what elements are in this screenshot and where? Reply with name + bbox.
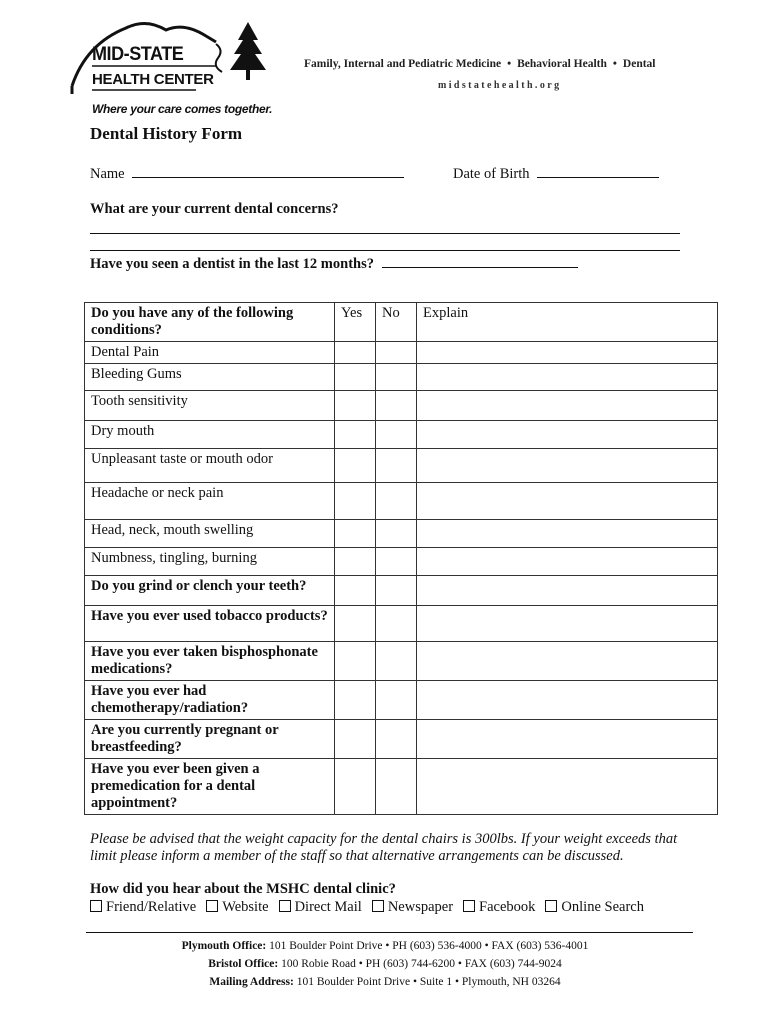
explain-cell[interactable]	[417, 720, 718, 759]
no-cell[interactable]	[376, 720, 417, 759]
referral-option-label: Newspaper	[387, 899, 454, 915]
tagline: Where your care comes together.	[92, 102, 273, 116]
condition-label: Have you ever used tobacco products?	[85, 606, 335, 642]
referral-option-label: Online Search	[561, 899, 644, 915]
bristol-text: 100 Robie Road • PH (603) 744-6200 • FAX (603) 744-9024	[281, 958, 562, 970]
no-cell[interactable]	[376, 759, 417, 815]
yes-cell[interactable]	[335, 449, 376, 483]
condition-label: Bleeding Gums	[85, 364, 335, 391]
explain-cell[interactable]	[417, 449, 718, 483]
explain-cell[interactable]	[417, 606, 718, 642]
condition-label: Dental Pain	[85, 342, 335, 364]
table-header-row	[85, 303, 718, 342]
condition-label: Dry mouth	[85, 421, 335, 449]
no-cell[interactable]	[376, 449, 417, 483]
yes-cell[interactable]	[335, 720, 376, 759]
table-row	[85, 421, 718, 449]
condition-label: Have you ever been given a premedication for a dental appointment?	[85, 759, 335, 815]
condition-label: Tooth sensitivity	[85, 391, 335, 421]
condition-label: Headache or neck pain	[85, 483, 335, 520]
no-cell[interactable]	[376, 576, 417, 606]
bristol-label: Bristol Office:	[208, 958, 279, 970]
service-behavioral-health: Behavioral Health	[517, 58, 607, 70]
dentist-answer-line[interactable]	[382, 255, 578, 268]
condition-label: Have you ever taken bisphosphonate medications?	[85, 642, 335, 681]
explain-cell[interactable]	[417, 391, 718, 421]
checkbox-icon[interactable]	[372, 900, 384, 912]
footer-mailing	[0, 976, 770, 988]
bullet-icon: •	[507, 58, 512, 70]
yes-cell[interactable]	[335, 483, 376, 520]
concerns-answer-line-2[interactable]	[90, 250, 680, 251]
checkbox-icon[interactable]	[90, 900, 102, 912]
mailing-label: Mailing Address:	[209, 976, 294, 988]
name-input-line[interactable]	[132, 165, 404, 178]
explain-cell[interactable]	[417, 759, 718, 815]
checkbox-icon[interactable]	[545, 900, 557, 912]
plymouth-label: Plymouth Office:	[181, 940, 267, 952]
yes-cell[interactable]	[335, 606, 376, 642]
yes-cell[interactable]	[335, 548, 376, 576]
condition-label: Unpleasant taste or mouth odor	[85, 449, 335, 483]
yes-cell[interactable]	[335, 681, 376, 720]
website: midstatehealth.org	[438, 80, 562, 91]
weight-notice: Please be advised that the weight capacity for the dental chairs is 300lbs. If your weight exceeds that limit please inform a member of the staff so that alternative arrangements can be discussed.	[90, 831, 678, 864]
yes-cell[interactable]	[335, 520, 376, 548]
plymouth-text: 101 Boulder Point Drive • PH (603) 536-4000 • FAX (603) 536-4001	[269, 940, 589, 952]
explain-cell[interactable]	[417, 642, 718, 681]
no-cell[interactable]	[376, 606, 417, 642]
dentist-question	[90, 255, 578, 273]
yes-cell[interactable]	[335, 342, 376, 364]
no-cell[interactable]	[376, 548, 417, 576]
referral-option-label: Direct Mail	[294, 899, 362, 915]
checkbox-icon[interactable]	[463, 900, 475, 912]
explain-cell[interactable]	[417, 483, 718, 520]
table-row	[85, 391, 718, 421]
name-field[interactable]	[90, 165, 404, 183]
referral-option[interactable]	[279, 899, 362, 915]
no-cell[interactable]	[376, 642, 417, 681]
table-row	[85, 342, 718, 364]
table-row	[85, 576, 718, 606]
table-row	[85, 548, 718, 576]
footer-plymouth	[0, 940, 770, 952]
dob-field[interactable]	[453, 165, 659, 183]
table-row	[85, 720, 718, 759]
condition-label: Numbness, tingling, burning	[85, 548, 335, 576]
conditions-header: Do you have any of the following conditions?	[85, 303, 335, 342]
conditions-table	[84, 302, 718, 815]
table-row	[85, 606, 718, 642]
referral-question: How did you hear about the MSHC dental clinic?	[90, 881, 396, 897]
table-row	[85, 520, 718, 548]
no-cell[interactable]	[376, 391, 417, 421]
checkbox-icon[interactable]	[279, 900, 291, 912]
no-cell[interactable]	[376, 421, 417, 449]
checkbox-icon[interactable]	[206, 900, 218, 912]
explain-cell[interactable]	[417, 520, 718, 548]
yes-cell[interactable]	[335, 364, 376, 391]
dob-input-line[interactable]	[537, 165, 659, 178]
name-label: Name	[90, 166, 125, 182]
no-cell[interactable]	[376, 342, 417, 364]
no-cell[interactable]	[376, 364, 417, 391]
table-row	[85, 681, 718, 720]
no-cell[interactable]	[376, 483, 417, 520]
yes-cell[interactable]	[335, 421, 376, 449]
logo-line1: MID-STATE	[92, 44, 184, 65]
referral-option[interactable]	[463, 899, 535, 915]
yes-cell[interactable]	[335, 391, 376, 421]
table-row	[85, 364, 718, 391]
referral-option-label: Facebook	[479, 899, 536, 915]
referral-option-label: Website	[222, 899, 269, 915]
referral-option[interactable]	[545, 899, 644, 915]
explain-cell[interactable]	[417, 364, 718, 391]
bullet-icon: •	[612, 58, 617, 70]
yes-cell[interactable]	[335, 642, 376, 681]
explain-cell[interactable]	[417, 421, 718, 449]
dob-label: Date of Birth	[453, 166, 530, 182]
logo-line2: HEALTH CENTER	[92, 71, 214, 88]
explain-cell[interactable]	[417, 548, 718, 576]
logo	[66, 14, 286, 124]
dentist-question-text: Have you seen a dentist in the last 12 months?	[90, 256, 374, 272]
no-header: No	[376, 303, 417, 342]
referral-options	[90, 899, 654, 916]
condition-label: Head, neck, mouth swelling	[85, 520, 335, 548]
condition-label: Have you ever had chemotherapy/radiation?	[85, 681, 335, 720]
condition-label: Do you grind or clench your teeth?	[85, 576, 335, 606]
no-cell[interactable]	[376, 681, 417, 720]
explain-cell[interactable]	[417, 681, 718, 720]
concerns-answer-line-1[interactable]	[90, 233, 680, 234]
explain-cell[interactable]	[417, 576, 718, 606]
services-line	[304, 58, 656, 70]
service-dental: Dental	[622, 58, 656, 70]
referral-option[interactable]	[206, 899, 268, 915]
mailing-text: 101 Boulder Point Drive • Suite 1 • Plymouth, NH 03264	[296, 976, 561, 988]
footer-bristol	[0, 958, 770, 970]
form-title: Dental History Form	[90, 124, 243, 143]
no-cell[interactable]	[376, 520, 417, 548]
referral-option[interactable]	[372, 899, 453, 915]
table-row	[85, 483, 718, 520]
yes-cell[interactable]	[335, 759, 376, 815]
explain-cell[interactable]	[417, 342, 718, 364]
footer-divider	[86, 932, 693, 933]
table-row	[85, 449, 718, 483]
condition-label: Are you currently pregnant or breastfeeding?	[85, 720, 335, 759]
table-row	[85, 642, 718, 681]
yes-header: Yes	[335, 303, 376, 342]
table-row	[85, 759, 718, 815]
service-family-medicine: Family, Internal and Pediatric Medicine	[304, 58, 502, 70]
yes-cell[interactable]	[335, 576, 376, 606]
referral-option[interactable]	[90, 899, 196, 915]
concerns-question: What are your current dental concerns?	[90, 201, 339, 217]
explain-header: Explain	[417, 303, 718, 342]
referral-option-label: Friend/Relative	[106, 899, 197, 915]
